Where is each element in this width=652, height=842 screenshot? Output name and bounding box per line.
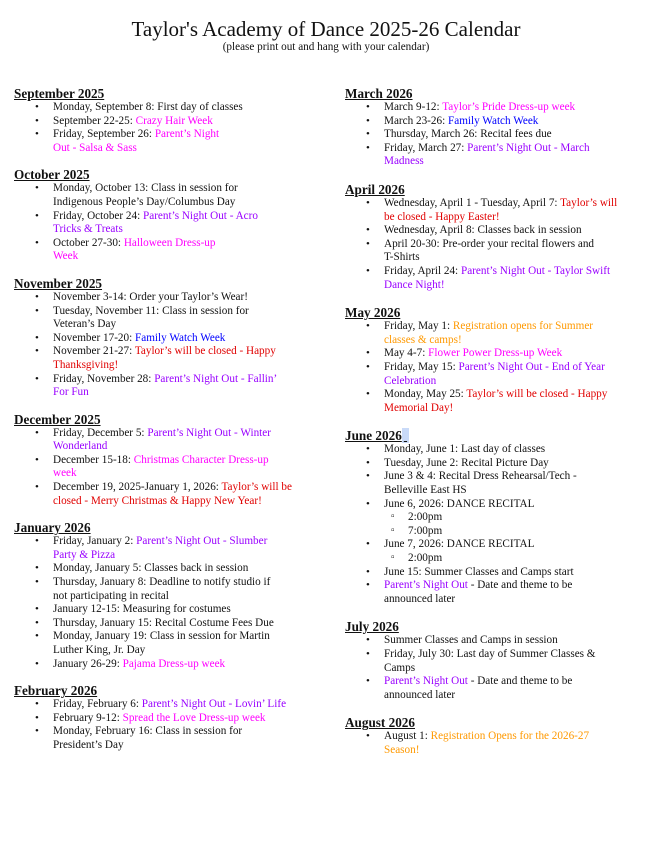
list-item: • Friday, February 6: Parent’s Night Out - Lovin’ Life: [14, 698, 314, 712]
list-item: • Tuesday, November 11: Class in session for Veteran’s Day: [14, 305, 314, 332]
left-column: [14, 86, 314, 765]
month-heading: February 2026: [14, 683, 98, 699]
list-item: • March 23-26: Family Watch Week: [345, 115, 640, 129]
event-list: [14, 101, 314, 155]
month-heading: January 2026: [14, 520, 91, 536]
list-item: • October 27-30: Halloween Dress-up Week: [14, 237, 314, 264]
month-heading: April 2026: [345, 181, 405, 197]
list-item: • December 19, 2025-January 1, 2026: Taylor’s will be closed - Merry Christmas & Happy New Year!: [14, 481, 314, 508]
list-item: • Parent’s Night Out - Date and theme to be announced later: [345, 675, 640, 702]
list-item: • Friday, January 2: Parent’s Night Out - Slumber Party & Pizza: [14, 535, 314, 562]
list-item: • Monday, June 1: Last day of classes: [345, 443, 640, 457]
list-item: • January 26-29: Pajama Dress-up week: [14, 658, 314, 672]
list-item: • February 9-12: Spread the Love Dress-up week: [14, 712, 314, 726]
list-item: • Thursday, March 26: Recital fees due: [345, 128, 640, 142]
event-list: [345, 197, 640, 292]
list-item: • August 1: Registration Opens for the 2026-27 Season!: [345, 730, 640, 757]
sub-list-item: ▫ 2:00pm: [345, 552, 640, 566]
section-april-2026: [345, 182, 640, 292]
section-may-2026: [345, 305, 640, 415]
event-list: [14, 182, 314, 264]
section-december-2025: [14, 412, 314, 509]
section-november-2025: [14, 276, 314, 400]
event-list: [345, 730, 640, 757]
section-july-2026: [345, 619, 640, 702]
list-item: • June 6, 2026: DANCE RECITAL: [345, 498, 640, 512]
event-list: [345, 634, 640, 702]
section-august-2026: [345, 715, 640, 757]
list-item: • December 15-18: Christmas Character Dress-up week: [14, 454, 314, 481]
list-item: • Summer Classes and Camps in session: [345, 634, 640, 648]
list-item: • Friday, March 27: Parent’s Night Out - March Madness: [345, 142, 640, 169]
list-item: • Monday, January 19: Class in session for Martin Luther King, Jr. Day: [14, 630, 314, 657]
month-heading: October 2025: [14, 167, 90, 183]
list-item: • November 21-27: Taylor’s will be closed - Happy Thanksgiving!: [14, 345, 314, 372]
section-january-2026: [14, 520, 314, 671]
list-item: • Friday, May 15: Parent’s Night Out - End of Year Celebration: [345, 361, 640, 388]
list-item: • Friday, July 30: Last day of Summer Classes & Camps: [345, 648, 640, 675]
list-item: • Friday, September 26: Parent’s Night Out - Salsa & Sass: [14, 128, 314, 155]
list-item: • May 4-7: Flower Power Dress-up Week: [345, 347, 640, 361]
sub-list-item: ▫ 2:00pm: [345, 511, 640, 525]
list-item: • November 17-20: Family Watch Week: [14, 332, 314, 346]
list-item: • June 7, 2026: DANCE RECITAL: [345, 538, 640, 552]
event-list: [345, 443, 640, 606]
month-heading: March 2026: [345, 86, 413, 101]
list-item: • Monday, September 8: First day of classes: [14, 101, 314, 115]
sub-list-item: ▫ 7:00pm: [345, 525, 640, 539]
list-item: • Monday, February 16: Class in session for President’s Day: [14, 725, 314, 752]
list-item: • Parent’s Night Out - Date and theme to be announced later: [345, 579, 640, 606]
list-item: • Friday, October 24: Parent’s Night Out - Acro Tricks & Treats: [14, 210, 314, 237]
list-item: • Friday, December 5: Parent’s Night Out - Winter Wonderland: [14, 427, 314, 454]
month-heading: July 2026: [345, 619, 399, 635]
list-item: • Monday, October 13: Class in session for Indigenous People’s Day/Columbus Day: [14, 182, 314, 209]
list-item: • Monday, January 5: Classes back in session: [14, 562, 314, 576]
event-list: [14, 291, 314, 400]
list-item: • September 22-25: Crazy Hair Week: [14, 115, 314, 129]
section-june-2026: [345, 428, 640, 606]
event-list: [14, 427, 314, 509]
list-item: • Thursday, January 8: Deadline to notify studio if not participating in recital: [14, 576, 314, 603]
list-item: • Thursday, January 15: Recital Costume Fees Due: [14, 617, 314, 631]
section-september-2025: [14, 86, 314, 155]
list-item: • Friday, April 24: Parent’s Night Out - Taylor Swift Dance Night!: [345, 265, 640, 292]
event-list: [345, 101, 640, 169]
list-item: • November 3-14: Order your Taylor’s Wear!: [14, 291, 314, 305]
page-subtitle: (please print out and hang with your calendar): [222, 41, 430, 53]
month-heading: May 2026: [345, 305, 401, 321]
month-heading: June 2026: [345, 428, 640, 443]
list-item: • January 12-15: Measuring for costumes: [14, 603, 314, 617]
list-item: • March 9-12: Taylor’s Pride Dress-up week: [345, 101, 640, 115]
event-list: [14, 698, 314, 752]
right-column: [345, 86, 640, 771]
section-february-2026: [14, 683, 314, 752]
month-heading: August 2026: [345, 715, 415, 731]
section-october-2025: [14, 167, 314, 264]
month-heading: September 2025: [14, 86, 105, 101]
list-item: • Monday, May 25: Taylor’s will be closed - Happy Memorial Day!: [345, 388, 640, 415]
list-item: • Wednesday, April 1 - Tuesday, April 7: Taylor’s will be closed - Happy Easter!: [345, 197, 640, 224]
list-item: • Tuesday, June 2: Recital Picture Day: [345, 457, 640, 471]
page-title: Taylor's Academy of Dance 2025-26 Calendar: [131, 17, 521, 41]
event-list: [345, 320, 640, 415]
month-heading: December 2025: [14, 411, 101, 427]
section-march-2026: [345, 86, 640, 169]
list-item: • April 20-30: Pre-order your recital flowers and T-Shirts: [345, 238, 640, 265]
list-item: • Friday, November 28: Parent’s Night Out - Fallin’ For Fun: [14, 373, 314, 400]
list-item: • Wednesday, April 8: Classes back in session: [345, 224, 640, 238]
month-heading: November 2025: [14, 275, 103, 291]
list-item: • June 15: Summer Classes and Camps start: [345, 566, 640, 580]
list-item: • June 3 & 4: Recital Dress Rehearsal/Tech - Belleville East HS: [345, 470, 640, 497]
event-list: [14, 535, 314, 671]
list-item: • Friday, May 1: Registration opens for Summer classes & camps!: [345, 320, 640, 347]
